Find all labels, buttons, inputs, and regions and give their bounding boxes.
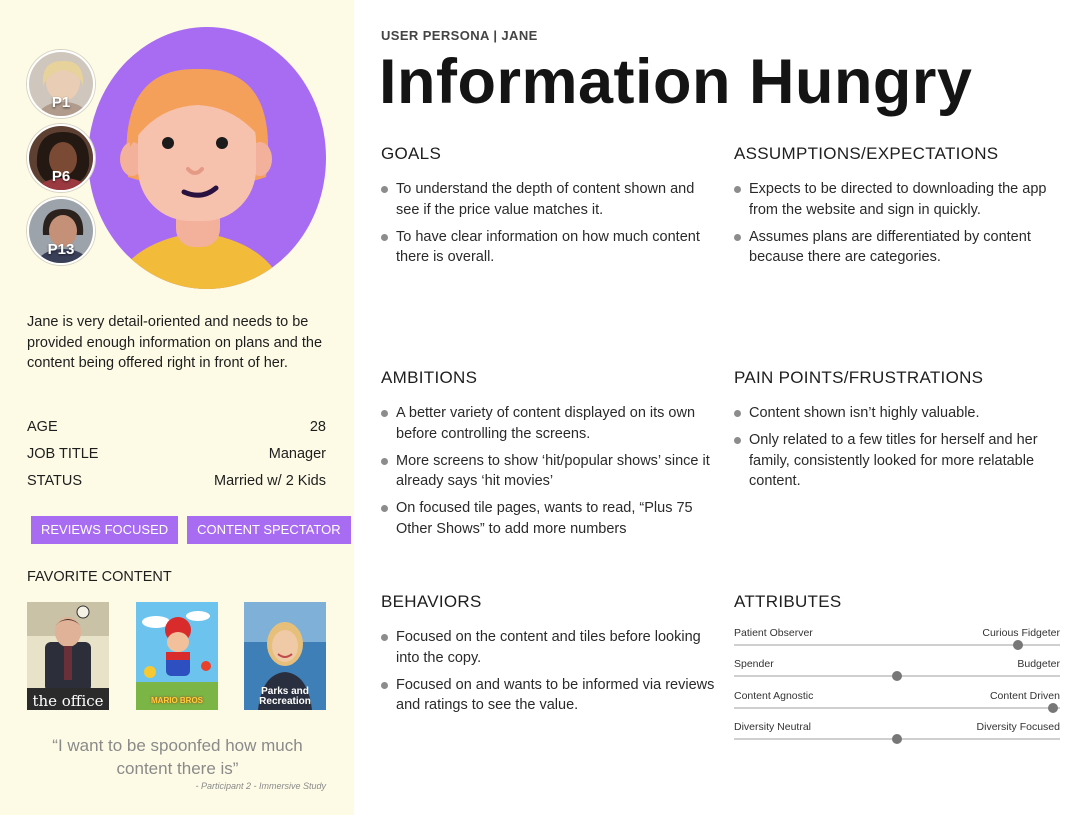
section-heading: GOALS [381, 144, 442, 163]
fact-value: 28 [309, 419, 326, 435]
poster-caption: MARIO BROS [151, 696, 203, 705]
persona-tags [31, 516, 351, 544]
list-item: On focused tile pages, wants to read, “Plus 75 Other Shows” to add more numbers [381, 498, 716, 539]
list-item: Focused on and wants to be informed via reviews and ratings to see the value. [381, 675, 716, 716]
list-item: Assumes plans are differentiated by content because there are categories. [734, 227, 1069, 268]
attribute-left-label: Spender [734, 658, 774, 671]
bullet-list [734, 403, 1069, 492]
attribute-right-label: Content Driven [989, 689, 1060, 702]
section-pain-points [734, 368, 1069, 498]
slider-knob [892, 734, 902, 744]
fact-label: STATUS [27, 473, 83, 489]
attribute-left-label: Content Agnostic [734, 689, 814, 702]
persona-kicker: USER PERSONA | JANE [381, 28, 538, 43]
favorite-poster-parks-and-rec [244, 602, 326, 710]
attribute-row [734, 689, 1060, 720]
fact-label: AGE [27, 419, 58, 435]
section-attributes [734, 592, 1069, 614]
attribute-left-label: Patient Observer [734, 627, 813, 639]
list-item: Only related to a few titles for herself and her family, consistently looked for more relatable content. [734, 430, 1069, 492]
persona-avatar [88, 27, 326, 289]
participant-photo-p13 [27, 197, 95, 265]
fact-row-age [27, 417, 326, 444]
section-heading: ASSUMPTIONS/EXPECTATIONS [734, 144, 999, 163]
participant-label: P13 [47, 241, 75, 258]
section-heading: AMBITIONS [381, 368, 478, 387]
list-item: To understand the depth of content shown and see if the price value matches it. [381, 179, 716, 220]
attribute-left-label: Diversity Neutral [734, 720, 812, 733]
section-heading: ATTRIBUTES [734, 592, 842, 611]
participant-photo-p6 [27, 124, 95, 192]
poster-caption: the office [32, 692, 104, 710]
bullet-list [381, 627, 716, 716]
attribute-row [734, 657, 1060, 688]
persona-quote: “I want to be spoonfed how much content there is” [52, 736, 303, 778]
page-title: Information Hungry [379, 47, 973, 117]
favorite-poster-mario-bros [136, 602, 218, 710]
poster-caption: Parks and Recreation [259, 686, 311, 707]
favorite-poster-the-office [27, 602, 109, 710]
participant-photo-p1 [27, 50, 95, 118]
attribute-right-label: Diversity Focused [976, 720, 1060, 733]
list-item: Content shown isn’t highly valuable. [734, 403, 1069, 424]
list-item: To have clear information on how much content there is overall. [381, 227, 716, 268]
slider-knob [1048, 703, 1058, 713]
participant-label: P1 [51, 94, 71, 111]
section-behaviors [381, 592, 716, 722]
fact-value: Manager [268, 446, 326, 462]
persona-facts [27, 417, 326, 498]
attribute-sliders [734, 626, 1060, 751]
tag-reviews-focused: REVIEWS FOCUSED [31, 516, 178, 544]
section-ambitions [381, 368, 716, 546]
list-item: More screens to show ‘hit/popular shows’ since it already says ‘hit movies’ [381, 451, 716, 492]
attribute-right-label: Budgeter [1017, 658, 1060, 671]
fact-value: Married w/ 2 Kids [213, 473, 326, 489]
attribute-right-label: Curious Fidgeter [982, 627, 1060, 639]
persona-bio: Jane is very detail-oriented and needs to be provided enough information on plans and the content being offered right in front of her. [27, 314, 323, 371]
slider-knob [1013, 640, 1023, 650]
slider-knob [892, 671, 902, 681]
list-item: A better variety of content displayed on its own before controlling the screens. [381, 403, 716, 444]
section-heading: PAIN POINTS/FRUSTRATIONS [734, 368, 984, 387]
section-goals [381, 144, 716, 274]
quote-source: - Participant 2 - Immersive Study [195, 781, 326, 791]
persona-illustration [88, 27, 326, 289]
fact-row-job-title [27, 444, 326, 471]
favorite-content-heading: FAVORITE CONTENT [27, 569, 172, 585]
attribute-row [734, 626, 1060, 657]
attribute-row [734, 720, 1060, 751]
list-item: Focused on the content and tiles before looking into the copy. [381, 627, 716, 668]
section-assumptions [734, 144, 1069, 274]
section-heading: BEHAVIORS [381, 592, 482, 611]
list-item: Expects to be directed to downloading the app from the website and sign in quickly. [734, 179, 1069, 220]
bullet-list [734, 179, 1069, 268]
slider-track [734, 644, 1060, 646]
persona-sidebar [0, 0, 354, 815]
participant-label: P6 [51, 168, 71, 185]
tag-content-spectator: CONTENT SPECTATOR [187, 516, 351, 544]
bullet-list [381, 403, 716, 539]
fact-row-status [27, 471, 326, 498]
slider-track [734, 707, 1060, 709]
fact-label: JOB TITLE [27, 446, 99, 462]
bullet-list [381, 179, 716, 268]
